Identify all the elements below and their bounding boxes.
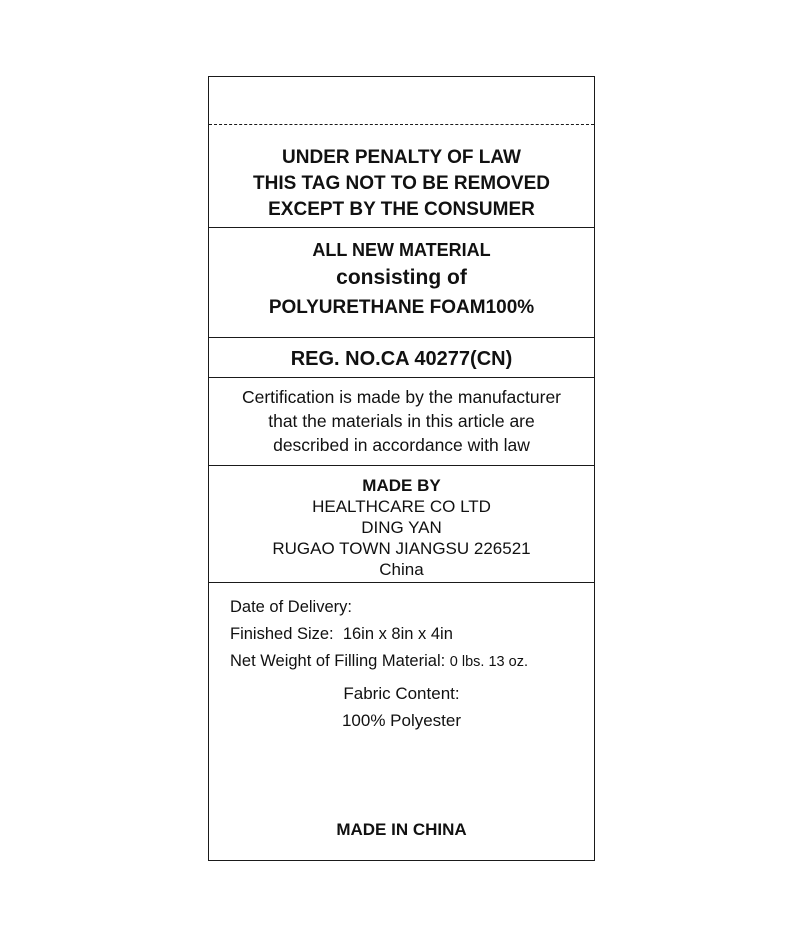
section-divider (209, 227, 594, 228)
manufacturer-section (209, 475, 594, 580)
net-weight-row (230, 648, 528, 676)
certification-line: described in accordance with law (273, 435, 530, 455)
fabric-content-value: 100% Polyester (341, 711, 462, 730)
warning-section (209, 145, 594, 223)
warning-line: UNDER PENALTY OF LAW (282, 147, 521, 168)
fabric-section (209, 680, 594, 734)
finished-size-value: 16in x 8in x 4in (342, 625, 453, 643)
manufacturer-line: HEALTHCARE CO LTD (312, 497, 491, 516)
material-section (209, 237, 594, 323)
date-of-delivery: Date of Delivery: (230, 598, 352, 616)
finished-size-label: Finished Size: (230, 625, 334, 643)
net-weight-label: Net Weight of Filling Material: (230, 652, 446, 670)
cut-line (209, 124, 594, 125)
manufacturer-line: DING YAN (361, 518, 442, 537)
law-tag (208, 76, 595, 861)
section-divider (209, 337, 594, 338)
details-section (230, 594, 528, 676)
registration-number: REG. NO.CA 40277(CN) (290, 348, 513, 370)
warning-line: THIS TAG NOT TO BE REMOVED (253, 173, 550, 194)
fabric-content-label: Fabric Content: (343, 684, 460, 703)
manufacturer-line: RUGAO TOWN JIANGSU 226521 (272, 539, 531, 558)
certification-line: Certification is made by the manufacturer (241, 387, 562, 407)
material-consisting: consisting of (336, 266, 467, 289)
section-divider (209, 377, 594, 378)
finished-size-row (230, 621, 528, 648)
material-heading: ALL NEW MATERIAL (312, 240, 491, 260)
section-divider (209, 582, 594, 583)
certification-section (209, 385, 594, 457)
manufacturer-line: China (379, 560, 424, 579)
section-divider (209, 465, 594, 466)
certification-line: that the materials in this article are (268, 411, 535, 431)
net-weight-value: 0 lbs. 13 oz. (449, 654, 528, 670)
manufacturer-heading: MADE BY (362, 476, 441, 495)
material-content: POLYURETHANE FOAM100% (268, 297, 535, 318)
made-in-label: MADE IN CHINA (336, 820, 467, 839)
warning-line: EXCEPT BY THE CONSUMER (268, 199, 535, 220)
